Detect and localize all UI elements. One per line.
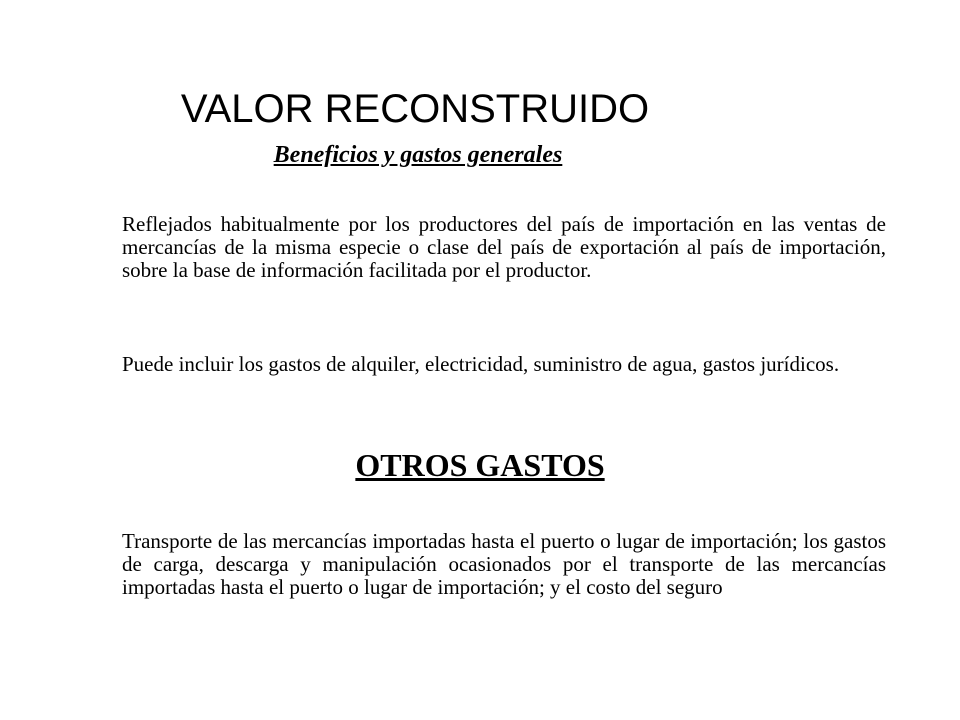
paragraph-beneficios: Reflejados habitualmente por los productores del país de importación en las ventas de mercancías de la misma especie o clase del país de exportación al país de importación, sobre la base de información facilitada por el productor. [122,212,886,282]
paragraph-gastos-incluidos: Puede incluir los gastos de alquiler, electricidad, suministro de agua, gastos jurídicos. [122,352,840,376]
paragraph-otros-gastos: Transporte de las mercancías importadas hasta el puerto o lugar de importación; los gastos de carga, descarga y manipulación ocasionados por el transporte de las mercancías importadas hasta el puerto o lugar de importación; y el costo del seguro [122,529,886,599]
section-heading-otros-gastos: OTROS GASTOS [355,447,605,483]
slide-title: VALOR RECONSTRUIDO [180,87,650,131]
slide-subtitle: Beneficios y gastos generales [273,142,563,168]
